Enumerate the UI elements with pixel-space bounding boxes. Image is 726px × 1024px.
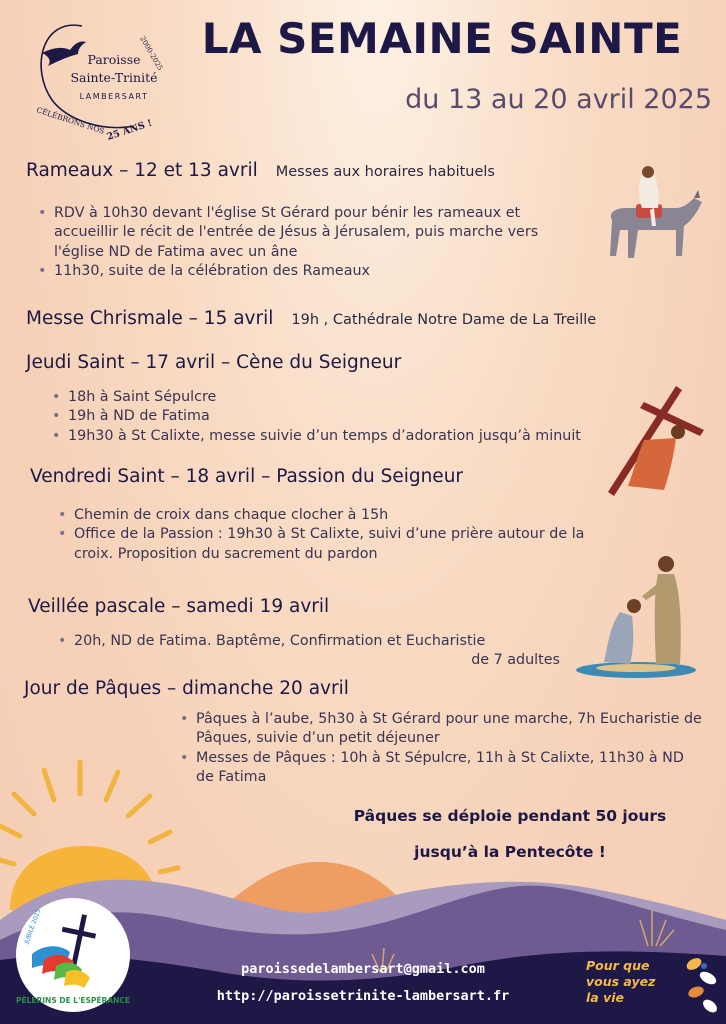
jesus-on-donkey-icon (598, 164, 706, 272)
baptism-icon (574, 552, 698, 680)
vendredi-list (56, 506, 612, 564)
rameaux-list (36, 204, 588, 282)
closing-line2: jusqu’à la Pentecôte ! (414, 843, 606, 861)
chrismale-note: 19h , Cathédrale Notre Dame de La Treille (291, 312, 597, 328)
dove-icon (42, 41, 86, 66)
veillee-heading: Veillée pascale – samedi 19 avril (28, 596, 330, 617)
contact-email[interactable]: paroissedelambersart@gmail.com (241, 961, 485, 977)
list-item: • 19h30 à St Calixte, messe suivie d’un temps d’adoration jusqu’à minuit (50, 427, 650, 446)
list-item (56, 632, 560, 671)
list-item: • Messes de Pâques : 10h à St Sépulcre, 11h à St Calixte, 11h30 à ND de Fatima (178, 749, 706, 788)
jeudi-heading: Jeudi Saint – 17 avril – Cène du Seigneur (26, 352, 402, 373)
floral-decoration-icon (680, 952, 722, 1016)
page-title: LA SEMAINE SAINTE (201, 14, 683, 63)
logo-line2: Sainte-Trinité (70, 70, 158, 85)
list-item: • 11h30, suite de la célébration des Rameaux (36, 262, 588, 281)
logo-line3: LAMBERSART (79, 92, 149, 101)
list-item: • Chemin de croix dans chaque clocher à 15h (56, 506, 612, 525)
list-item: • 18h à Saint Sépulcre (50, 388, 650, 407)
veillee-item: 20h, ND de Fatima. Baptême, Confirmation et Eucharistie (74, 633, 486, 649)
list-item: • Pâques à l’aube, 5h30 à St Gérard pour une marche, 7h Eucharistie de Pâques, suivie d’un petit déjeuner (178, 710, 706, 749)
paques-heading: Jour de Pâques – dimanche 20 avril (24, 678, 349, 699)
list-item: • RDV à 10h30 devant l'église St Gérard pour bénir les rameaux et accueillir le récit de l'entrée de Jésus à Jérusalem, puis marche vers l'église ND de Fatima avec un âne (36, 204, 588, 262)
logo-line1: Paroisse (87, 52, 141, 67)
motto-line: la vie (586, 990, 624, 1005)
jubilee-year: JUBILÉ 2025 (23, 908, 43, 945)
page-subtitle: du 13 au 20 avril 2025 (405, 84, 712, 115)
list-item: • Office de la Passion : 19h30 à St Calixte, suivi d’une prière autour de la croix. Proposition du sacrement du pardon (56, 525, 612, 564)
list-item: • 19h à ND de Fatima (50, 407, 650, 426)
veillee-list (56, 632, 560, 671)
chrismale-heading: Messe Chrismale – 15 avril (26, 308, 274, 329)
jesus-carrying-cross-icon (604, 380, 708, 498)
closing-line1: Pâques se déploie pendant 50 jours (353, 807, 667, 825)
website-link[interactable]: http://paroissetrinite-lambersart.fr (216, 988, 510, 1004)
section-chrismale-heading (26, 308, 596, 329)
motto-line: vous ayez (586, 974, 656, 989)
motto-line: Pour que (586, 958, 650, 973)
vendredi-heading: Vendredi Saint – 18 avril – Passion du Seigneur (30, 466, 464, 487)
section-rameaux-heading (26, 160, 495, 181)
logo-anniversary: 25 ANS ! (105, 117, 154, 143)
closing-message (320, 798, 700, 870)
rameaux-heading: Rameaux – 12 et 13 avril (26, 160, 258, 181)
parish-logo (22, 8, 172, 148)
logo-years: 2000-2025 (138, 35, 165, 72)
jeudi-list (50, 388, 650, 446)
motto (586, 958, 666, 1006)
veillee-item-cont: de 7 adultes (471, 652, 560, 669)
logo-bottom-text: CÉLÉBRONS NOS (35, 105, 106, 136)
jubilee-text: PÈLERINS DE L'ESPÉRANCE (15, 996, 131, 1005)
rameaux-note: Messes aux horaires habituels (275, 164, 495, 180)
